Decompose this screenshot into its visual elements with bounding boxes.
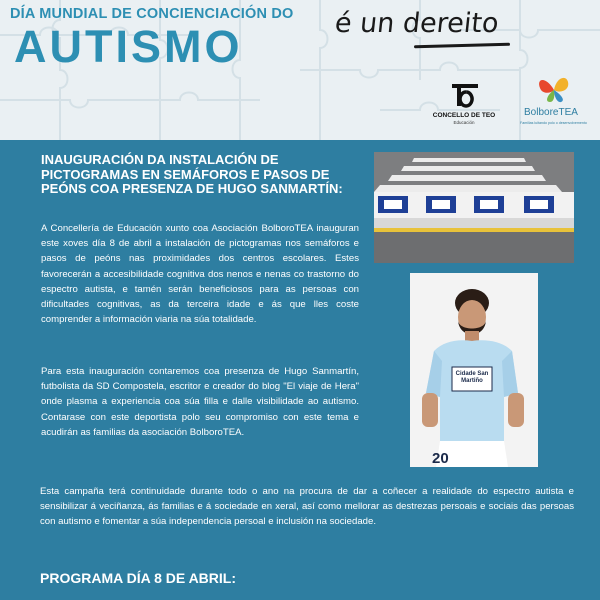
article-paragraph-1: A Concellería de Educación xunto coa Asociación BolboroTEA inauguran este xoves día 8 de abril a instalación de pictogramas nos semáforos e pasos de peóns nas proximidades dos centros escolares. Estes favorecerán a accesibilidade cognitiva dos nenos e nenas co trastorno do espectro autista, e tamén serán beneficiosos para as persoas con dificultades cognitivas, as da terceira idade e ás que lles coste comprender a información viaria na súa totalidade. bbox=[41, 223, 359, 326]
concello-logo-name: CONCELLO DE TEO bbox=[432, 112, 496, 119]
bolboretea-logo-sub: Familias luitando polo o desenvolvemento bbox=[520, 121, 587, 125]
article-paragraph-2: Para esta inauguración contaremos coa presenza de Hugo Sanmartín, futbolista da SD Compostela, escritor e creador do blog "El viaje de Hera" onde plasma a experiencia coa súa filla e dalle visibilidade ao autismo. Contarase con este deportista polo seu compromiso con este tema e acudirán as familias da asociación BolboroTEA. bbox=[41, 366, 359, 438]
programa-heading: PROGRAMA DÍA 8 DE ABRIL: bbox=[40, 570, 236, 586]
shorts-number: 20 bbox=[432, 450, 449, 467]
bolboretea-logo bbox=[520, 74, 596, 130]
concello-de-teo-logo bbox=[432, 82, 496, 126]
shirt-sponsor-text: Cidade San Martiño bbox=[455, 371, 489, 384]
article-paragraph-3: Esta campaña terá continuidade durante todo o ano na procura de dar a coñecer a realidade do espectro autista e sensibilizar á veciñanza, ás familias e á sociedade en xeral, así como mellorar as destrezas persoais e sociais das persoas con autismo e fomentar a súa independencia persoal e inclusión na sociedade. bbox=[40, 486, 574, 528]
header-banner bbox=[0, 0, 600, 140]
header-subtitle: DÍA MUNDIAL DE CONCIENCIACIÓN DO bbox=[10, 6, 294, 22]
concello-logo-sub: Educación bbox=[453, 120, 475, 125]
footballer-illustration bbox=[410, 273, 538, 467]
bolboretea-logo-name: BolboreTEA bbox=[524, 107, 578, 118]
hugo-sanmartin-photo bbox=[410, 273, 538, 467]
header-title: AUTISMO bbox=[14, 21, 243, 72]
teo-logo-icon bbox=[450, 82, 480, 110]
slogan-text: é un dereito bbox=[333, 8, 501, 39]
crosswalk-pictograms-photo bbox=[374, 152, 574, 263]
article-title: INAUGURACIÓN DA INSTALACIÓN DE PICTOGRAMAS EN SEMÁFOROS E PASOS DE PEÓNS COA PRESENZA DE HUGO SANMARTÍN: bbox=[41, 152, 343, 196]
butterfly-icon bbox=[536, 74, 572, 104]
